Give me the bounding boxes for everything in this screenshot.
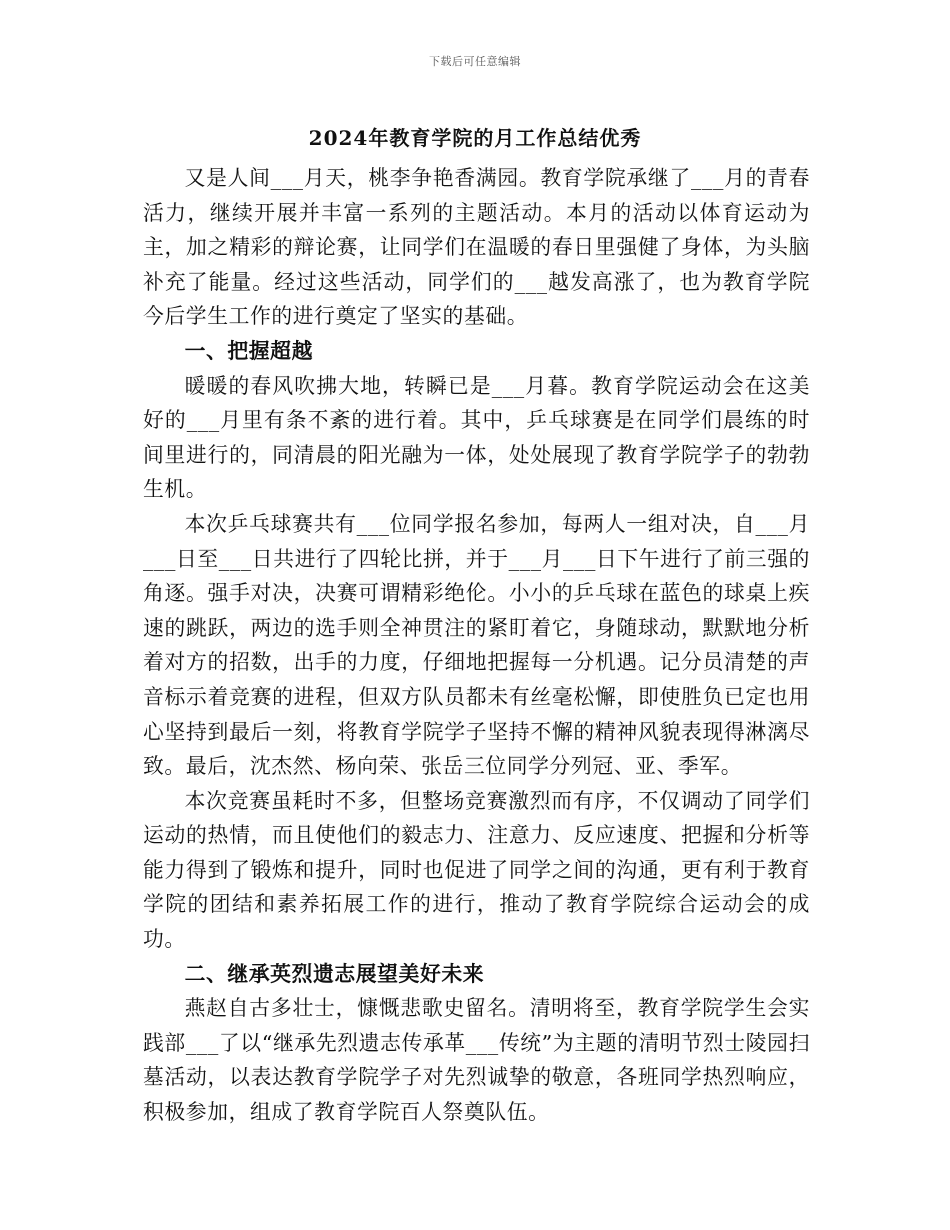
paragraph-sports-meet: 暖暖的春风吹拂大地，转瞬已是___月暮。教育学院运动会在这美好的___月里有条不紊的进行着。其中，乒乓球赛是在同学们晨练的时间里进行的，同清晨的阳光融为一体，处处展现了教育学院学子的勃勃生机。: [143, 373, 810, 502]
paragraph-table-tennis: 本次乒乓球赛共有___位同学报名参加，每两人一组对决，自___月___日至___日共进行了四轮比拼，并于___月___日下午进行了前三强的角逐。强手对决，决赛可谓精彩绝伦。小小的乒乓球在蓝色的球桌上疾速的跳跃，两边的选手则全神贯注的紧盯着它，身随球动，默默地分析着对方的招数，出手的力度，仔细地把握每一分机遇。记分员清楚的声音标示着竞赛的进程，但双方队员都未有丝毫松懈，即使胜负已定也用心坚持到最后一刻，将教育学院学子坚持不懈的精神风貌表现得淋漓尽致。最后，沈杰然、杨向荣、张岳三位同学分列冠、亚、季军。: [143, 511, 810, 779]
document-title: 2024年教育学院的月工作总结优秀: [308, 126, 642, 150]
paragraph-intro: 又是人间___月天，桃李争艳香满园。教育学院承继了___月的青春活力，继续开展并丰富一系列的主题活动。本月的活动以体育运动为主，加之精彩的辩论赛，让同学们在温暖的春日里强健了身体，为头脑补充了能量。经过这些活动，同学们的___越发高涨了，也为教育学院今后学生工作的进行奠定了坚实的基础。: [143, 166, 810, 329]
document-body: [143, 161, 810, 1130]
paragraph-competition-summary: 本次竞赛虽耗时不多，但整场竞赛激烈而有序，不仅调动了同学们运动的热情，而且使他们的毅志力、注意力、反应速度、把握和分析等能力得到了锻炼和提升，同时也促进了同学之间的沟通，更有利于教育学院的团结和素养拓展工作的进行，推动了教育学院综合运动会的成功。: [143, 788, 810, 952]
header-note: 下载后可任意编辑: [429, 55, 521, 68]
section-heading-1: 一、把握超越: [184, 337, 313, 363]
section-heading-2: 二、继承英烈遗志展望美好未来: [184, 960, 485, 986]
paragraph-qingming: 燕赵自古多壮士，慷慨悲歌史留名。清明将至，教育学院学生会实践部___了以“继承先烈遗志传承革___传统”为主题的清明节烈士陵园扫墓活动，以表达教育学院学子对先烈诚挚的敬意，各班同学热烈响应，积极参加，组成了教育学院百人祭奠队伍。: [143, 996, 810, 1125]
